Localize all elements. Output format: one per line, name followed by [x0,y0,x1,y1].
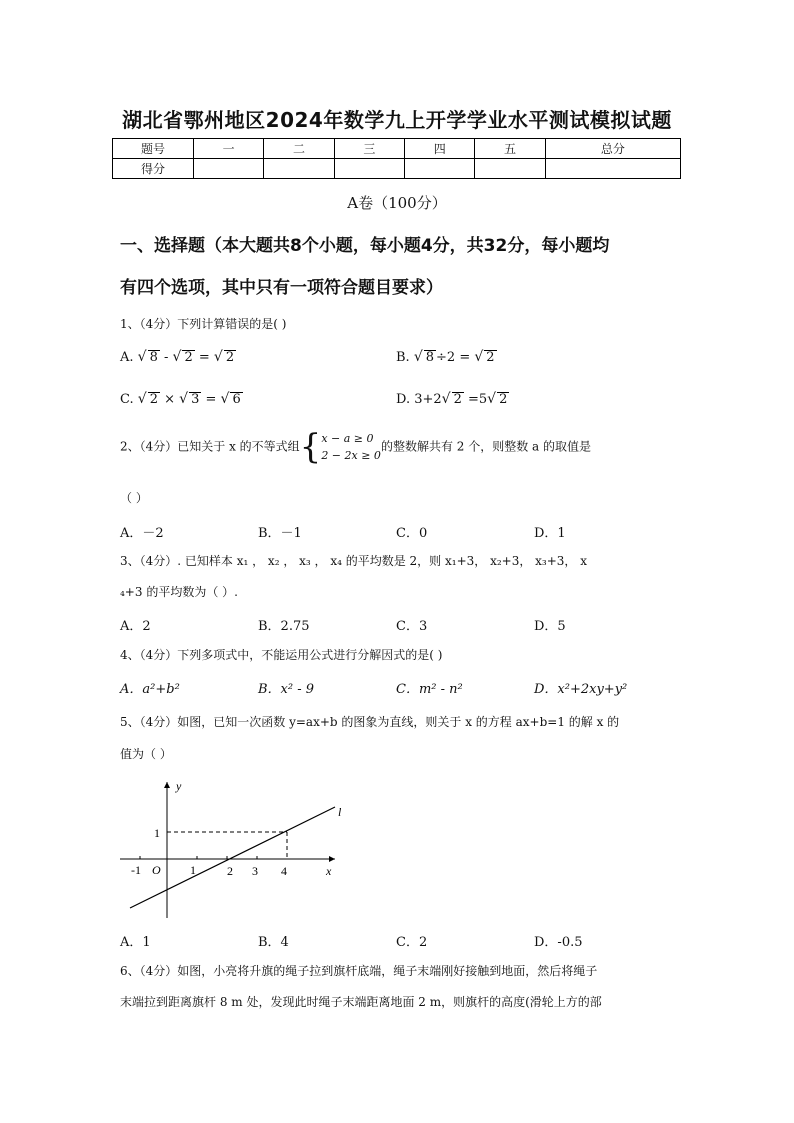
q5-function-graph [110,770,360,930]
option-letter: B. [396,350,410,365]
q1-option-d [396,391,509,407]
score-table-score-row [113,159,681,179]
x-tick-label: 4 [281,864,287,878]
q2-option-a: A．－2 [120,526,164,541]
q4-option-a: A．a²+b² [120,682,180,697]
radicand: 2 [499,392,508,407]
section1-line2: 有四个选项，其中只有一项符合题目要求） [120,278,443,298]
q3-option-d: D．5 [534,619,566,634]
q6-line2: 末端拉到距离旗杆 8 m 处，发现此时绳子末端距离地面 2 m，则旗杆的高度(滑轮上方的部 [120,995,602,1009]
empty-score-cell [405,159,475,179]
header-cell: 总分 [545,139,680,159]
q4-option-d: D．x²+2xy+y² [534,682,628,697]
radical-sign [173,350,182,365]
operator: =5 [463,392,488,407]
q4-option-c: C．m² - n² [396,682,463,697]
option-letter: D. [396,392,411,407]
x-tick-label: 2 [227,864,233,878]
q6-line1: 6、（4分）如图，小亮将升旗的绳子拉到旗杆底端，绳子末端刚好接触到地面，然后将绳子 [120,964,598,978]
q3-option-b: B．2.75 [258,619,310,634]
brace-symbol: { [299,427,322,467]
x-axis-label: x [326,864,332,878]
radical-sign [414,350,423,365]
radicand: 2 [184,350,193,365]
radical-sign [138,350,147,365]
q5-option-d: D．-0.5 [534,935,583,950]
q3-line2: ₄+3 的平均数为（ ）. [120,585,238,599]
radical-sign [487,392,496,407]
operator: 3+2 [414,392,442,407]
y-tick-label: 1 [154,826,160,840]
operator: ÷2 = [436,350,475,365]
line-label: l [338,805,342,819]
x-tick-label: -1 [131,863,141,877]
q1-stem: 1、（4分）下列计算错误的是( ) [120,317,287,331]
q2-option-b: B．－1 [258,526,302,541]
paper-title: 湖北省鄂州地区2024年数学九上开学学业水平测试模拟试题 [122,108,672,132]
paper-section-heading: A卷（100分） [347,194,447,212]
inequality-line-1: x − a ≥ 0 [321,432,374,445]
q2-stem-before: 2、（4分）已知关于 x 的不等式组 [120,439,300,454]
q3-option-a: A．2 [120,619,151,634]
header-cell: 二 [264,139,334,159]
origin-label: O [152,863,161,877]
radicand: 8 [149,350,158,365]
radicand: 2 [486,350,495,365]
header-cell: 一 [194,139,264,159]
radical-sign [214,350,223,365]
x-tick-label: 3 [252,864,258,878]
empty-score-cell [475,159,545,179]
inequality-line-2: 2 − 2x ≥ 0 [321,449,381,462]
radicand: 2 [225,350,235,365]
empty-score-cell [334,159,404,179]
q4-option-b: B．x² - 9 [258,682,315,697]
radicand: 2 [453,392,462,407]
q5-line1: 5、（4分）如图，已知一次函数 y=ax+b 的图象为直线，则关于 x 的方程 ax+b=1 的解 x 的 [120,715,620,729]
row-label-cell: 得分 [113,159,194,179]
q5-option-a: A．1 [120,935,151,950]
radical-sign [138,392,147,407]
radical-sign [442,392,451,407]
q1-option-c [120,391,243,407]
operator: × [159,392,180,407]
option-letter: C. [120,392,134,407]
radical-sign [221,392,230,407]
radicand: 3 [191,392,200,407]
radical-sign [474,350,483,365]
operator: = [194,350,214,365]
header-cell: 题号 [113,139,194,159]
q5-option-c: C．2 [396,935,428,950]
empty-score-cell [194,159,264,179]
section1-line1: 一、选择题（本大题共8个小题，每小题4分，共32分，每小题均 [120,236,610,256]
score-table-header-row [113,139,681,159]
header-cell: 五 [475,139,545,159]
y-axis-label: y [176,779,182,793]
header-cell: 四 [405,139,475,159]
line-l [130,807,335,908]
q3-line1: 3、（4分）. 已知样本 x₁ ， x₂ ， x₃ ， x₄ 的平均数是 2，则 x₁+3， x₂+3， x₃+3， x [120,554,588,568]
inequality-system [321,430,381,464]
q5-line2: 值为（ ） [120,747,172,761]
operator: - [159,350,173,365]
empty-score-cell [545,159,680,179]
q2-stem-after: 的整数解共有 2 个，则整数 a 的取值是 [380,439,591,454]
q3-option-c: C．3 [396,619,428,634]
operator: = [201,392,221,407]
q2-option-d: D．1 [534,526,566,541]
empty-score-cell [264,159,334,179]
x-tick-label: 1 [190,863,196,877]
radicand: 6 [232,392,241,407]
radicand: 8 [425,350,435,365]
q2-option-c: C．0 [396,526,428,541]
radical-sign [179,392,188,407]
q2-stem [120,427,680,470]
q2-paren: （ ） [120,491,148,505]
radicand: 2 [149,392,158,407]
q1-option-b [396,349,497,365]
q4-stem: 4、（4分）下列多项式中，不能运用公式进行分解因式的是( ) [120,648,443,662]
header-cell: 三 [334,139,404,159]
score-table [112,138,681,179]
option-letter: A. [120,350,134,365]
q1-option-a [120,349,236,365]
q5-option-b: B．4 [258,935,289,950]
